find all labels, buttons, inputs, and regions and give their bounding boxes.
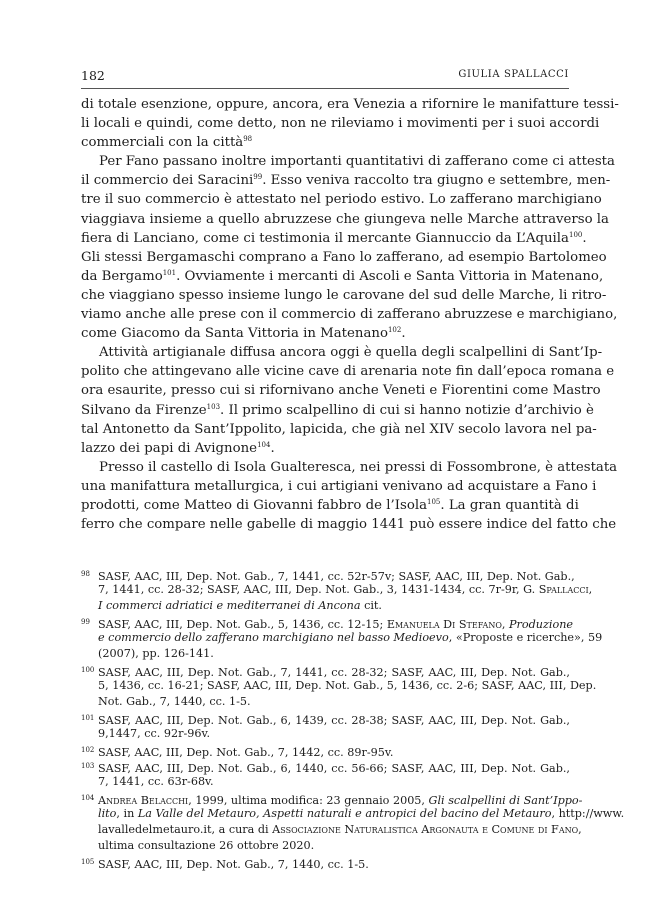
page-number: 182 bbox=[81, 68, 105, 83]
line-text: Per Fano passano inoltre importanti quantitativi di zafferano come ci attesta bbox=[99, 154, 615, 170]
footnote-text: SASF, AAC, III, Dep. Not. Gab., 7, 1442, cc. 89r-95v. bbox=[98, 746, 394, 759]
line-text: Gli stessi Bergamaschi comprano a Fano lo zafferano, ad esempio Bartolomeo bbox=[81, 249, 607, 265]
footnote-text: 7, 1441, cc. 28-32; SASF, AAC, III, Dep. Not. Gab., 3, 1431-1434, cc. 7r-9r, G. bbox=[98, 583, 539, 596]
line-text: polito che attingevano alle vicine cave di arenaria note fin dall’epoca romana e bbox=[81, 364, 615, 380]
line-text: Presso il castello di Isola Gualteresca, nei pressi di Fossombrone, è attestata bbox=[99, 459, 618, 475]
footnote-ref-mark bbox=[427, 498, 440, 506]
line-text: . bbox=[582, 230, 587, 246]
footnote-line bbox=[81, 598, 570, 614]
line-text: . bbox=[401, 326, 406, 342]
footnote-number: 102 bbox=[81, 746, 95, 754]
footnote-line bbox=[81, 662, 570, 678]
text-line bbox=[81, 477, 597, 496]
footnote-text: SASF, AAC, III, Dep. Not. Gab., 6, 1439, cc. 28-38; SASF, AAC, III, Dep. Not. Gab., bbox=[98, 714, 570, 727]
footnote-number: 103 bbox=[81, 762, 95, 770]
footnote-text: 7, 1441, cc. 63r-68v. bbox=[98, 775, 214, 788]
line-text: . Ovviamente i mercanti di Ascoli e Santa Vittoria in Matenano, bbox=[176, 268, 604, 284]
footnote-text: Not. Gab., 7, 1440, cc. 1-5. bbox=[98, 695, 251, 708]
footnote-line bbox=[81, 710, 570, 726]
footnote-line bbox=[81, 646, 570, 662]
text-line bbox=[81, 362, 615, 381]
line-text: . bbox=[270, 440, 275, 456]
footnote-ref: 101 bbox=[162, 268, 177, 277]
footnote-text: , bbox=[588, 583, 593, 596]
text-line bbox=[81, 420, 597, 439]
footnote-text: SASF, AAC, III, Dep. Not. Gab., 7, 1441, cc. 28-32; SASF, AAC, III, Dep. Not. Gab., bbox=[98, 666, 570, 679]
footnote-text: , bbox=[501, 618, 510, 631]
header-rule bbox=[81, 88, 569, 89]
footnote-text: Spallacci bbox=[538, 583, 589, 596]
line-text: tre il suo commercio è attestato nel periodo estivo. Lo zafferano marchigiano bbox=[81, 192, 602, 208]
line-text: . Esso veniva raccolto tra giugno e settembre, men- bbox=[262, 173, 611, 189]
text-line bbox=[81, 515, 617, 534]
footnote-text: , bbox=[578, 823, 582, 836]
footnote-ref: 102 bbox=[387, 326, 402, 335]
footnote-text: lavalledelmetauro.it, a cura di bbox=[98, 823, 273, 836]
text-line bbox=[81, 401, 594, 420]
footnote-text: , 1999, ultima modifica: 23 gennaio 2005, bbox=[188, 794, 429, 807]
text-line bbox=[81, 190, 602, 209]
line-text: il commercio dei Saracini bbox=[81, 173, 254, 189]
footnote-text: , «Proposte e ricerche», 59 bbox=[448, 631, 603, 644]
line-text: . La gran quantità di bbox=[440, 497, 579, 513]
text-line bbox=[81, 305, 618, 324]
footnote-line bbox=[81, 822, 582, 838]
footnote-ref: 105 bbox=[427, 497, 441, 506]
footnote-line bbox=[81, 838, 570, 854]
footnote-line bbox=[81, 614, 574, 631]
footnote-text: Gli scalpellini di Sant’Ippo- bbox=[428, 794, 583, 807]
line-text: come Giacomo da Santa Vittoria in Matenano bbox=[81, 326, 388, 342]
line-text: Silvano da Firenze bbox=[81, 402, 207, 418]
footnote-text: SASF, AAC, III, Dep. Not. Gab., 7, 1440, cc. 1-5. bbox=[98, 858, 369, 871]
line-text: ora esaurite, presso cui si rifornivano anche Veneti e Fiorentini come Mastro bbox=[81, 383, 601, 399]
text-line bbox=[81, 267, 604, 286]
text-line bbox=[81, 248, 607, 267]
footnote-line bbox=[81, 854, 570, 870]
footnote-line bbox=[81, 790, 583, 807]
footnote-ref: 103 bbox=[206, 402, 221, 411]
text-line bbox=[81, 324, 570, 343]
text-line bbox=[81, 458, 618, 477]
footnote-line bbox=[81, 758, 570, 774]
footnote-text: , in bbox=[116, 807, 138, 820]
footnote-line bbox=[81, 678, 597, 694]
footnote-text: lito bbox=[98, 807, 117, 820]
line-text: ferro che compare nelle gabelle di maggio 1441 può essere indice del fatto che bbox=[81, 517, 617, 533]
footnote-text: (2007), pp. 126-141. bbox=[98, 647, 214, 660]
footnote-line bbox=[81, 566, 575, 583]
line-text: fiera di Lanciano, come ci testimonia il mercante Giannuccio da L’Aquila bbox=[81, 230, 569, 246]
line-text: commerciali con la città bbox=[81, 135, 244, 151]
footnote-text: Emanuela Di Stefano bbox=[386, 618, 502, 631]
text-line bbox=[81, 229, 587, 248]
footnote-number: 105 bbox=[81, 858, 95, 866]
text-line bbox=[81, 496, 579, 515]
line-text: che viaggiano spesso insieme lungo le carovane del sud delle Marche, li ritro- bbox=[81, 287, 607, 303]
line-text: li locali e quindi, come detto, non ne rileviamo i movimenti per i suoi accordi bbox=[81, 116, 600, 132]
text-line bbox=[81, 210, 609, 229]
footnote-text: I commerci adriatici e mediterranei di Ancona bbox=[98, 599, 361, 612]
line-text: lazzo dei papi di Avignone bbox=[81, 440, 258, 456]
footnote-text: Andrea Belacchi bbox=[98, 794, 189, 807]
footnote-text: SASF, AAC, III, Dep. Not. Gab., 5, 1436, cc. 12-15; bbox=[98, 618, 387, 631]
footnote-line bbox=[81, 806, 625, 822]
line-text: viamo anche alle prese con il commercio di zafferano abruzzese e marchigiano, bbox=[81, 307, 618, 323]
footnote-text: Associazione Naturalistica Argonauta e Comune di Fano bbox=[272, 823, 579, 836]
footnote-line bbox=[81, 726, 570, 742]
running-head-author: GIULIA SPALLACCI bbox=[458, 69, 569, 80]
footnote-text: cit. bbox=[360, 599, 382, 612]
text-line bbox=[81, 171, 611, 190]
footnote-number: 100 bbox=[81, 666, 95, 674]
line-text: prodotti, come Matteo di Giovanni fabbro de l’Isola bbox=[81, 497, 427, 513]
text-line bbox=[81, 152, 615, 171]
footnote-line bbox=[81, 742, 570, 758]
footnote-text: La Valle del Metauro, Aspetti naturali e antropici del bacino del Metauro bbox=[137, 807, 552, 820]
footnote-line bbox=[81, 582, 593, 598]
footnote-number: 101 bbox=[81, 714, 95, 722]
main-text bbox=[81, 95, 619, 534]
footnote-ref: 104 bbox=[257, 440, 271, 449]
footnote-line bbox=[81, 774, 570, 790]
footnote-text: 5, 1436, cc. 16-21; SASF, AAC, III, Dep. Not. Gab., 5, 1436, cc. 2-6; SASF, AAC, III, Dep. bbox=[98, 679, 597, 692]
footnote-text: SASF, AAC, III, Dep. Not. Gab., 7, 1441, cc. 52r-57v; SASF, AAC, III, Dep. Not. Gab., bbox=[98, 570, 575, 583]
line-text: viaggiava insieme a quello abruzzese che giungeva nelle Marche attraverso la bbox=[81, 211, 609, 227]
footnote-ref-mark bbox=[388, 326, 401, 334]
line-text: tal Antonetto da Sant’Ippolito, lapicida, che già nel XIV secolo lavora nel pa- bbox=[81, 421, 597, 437]
footnote-number: 99 bbox=[81, 618, 90, 626]
footnote-line bbox=[81, 630, 603, 646]
line-text: . Il primo scalpellino di cui si hanno notizie d’archivio è bbox=[220, 402, 594, 418]
text-line bbox=[81, 381, 601, 400]
footnote-ref-mark bbox=[163, 269, 176, 277]
footnote-text: , http://www. bbox=[551, 807, 625, 820]
line-text: Attività artigianale diffusa ancora oggi è quella degli scalpellini di Sant’Ip- bbox=[99, 345, 603, 361]
running-header bbox=[81, 68, 569, 86]
footnote-ref-mark bbox=[569, 231, 582, 239]
text-line bbox=[81, 439, 570, 458]
footnote-ref: 98 bbox=[243, 135, 253, 144]
line-text: una manifattura metallurgica, i cui artigiani venivano ad acquistare a Fano i bbox=[81, 478, 597, 494]
footnote-ref-mark bbox=[253, 173, 262, 181]
footnote-number: 98 bbox=[81, 570, 90, 578]
text-line bbox=[81, 286, 607, 305]
footnotes bbox=[81, 566, 625, 871]
footnote-text: Produzione bbox=[509, 618, 574, 631]
footnote-line bbox=[81, 694, 570, 710]
footnote-text: SASF, AAC, III, Dep. Not. Gab., 6, 1440, cc. 56-66; SASF, AAC, III, Dep. Not. Gab., bbox=[98, 762, 570, 775]
text-line bbox=[81, 114, 600, 133]
text-line bbox=[81, 95, 619, 114]
footnote-ref-mark bbox=[257, 441, 270, 449]
footnote-number: 104 bbox=[81, 794, 95, 802]
footnote-ref: 100 bbox=[568, 230, 583, 239]
text-line bbox=[81, 343, 603, 362]
footnote-text: ultima consultazione 26 ottobre 2020. bbox=[98, 839, 315, 852]
footnote-ref-mark bbox=[207, 403, 220, 411]
footnote-text: 9,1447, cc. 92r-96v. bbox=[98, 727, 211, 740]
line-text: di totale esenzione, oppure, ancora, era Venezia a rifornire le manifatture tessi- bbox=[81, 97, 619, 112]
footnote-text: e commercio dello zafferano marchigiano nel basso Medioevo bbox=[98, 631, 449, 644]
footnote-ref-mark bbox=[243, 135, 252, 143]
text-line bbox=[81, 133, 570, 152]
line-text: da Bergamo bbox=[81, 268, 163, 284]
footnote-ref: 99 bbox=[253, 173, 263, 182]
